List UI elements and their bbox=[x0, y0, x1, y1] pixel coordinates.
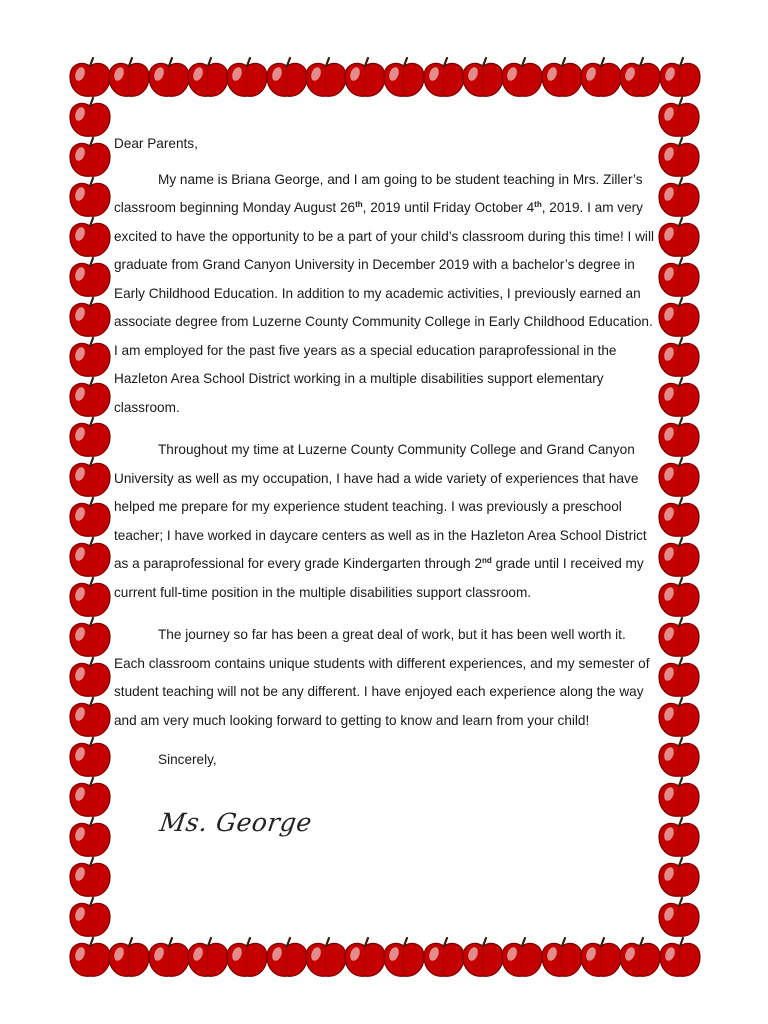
letter-body bbox=[114, 130, 659, 775]
apple-icon bbox=[67, 616, 113, 660]
ordinal-suffix: th bbox=[355, 200, 363, 209]
salutation: Dear Parents, bbox=[114, 136, 198, 151]
apple-icon bbox=[656, 736, 702, 780]
apple-icon bbox=[67, 736, 113, 780]
apple-icon bbox=[656, 656, 702, 700]
apple-icon bbox=[657, 56, 703, 100]
paragraph-3: The journey so far has been a great deal of work, but it has been well worth it. Each classroom contains unique students with different experiences, and my semester of student teaching will not be any different. I have enjoyed each experience along the way and am very much looking forward to getting to know and learn from your child! bbox=[114, 627, 650, 728]
apple-icon bbox=[657, 936, 703, 980]
apple-icon bbox=[656, 336, 702, 380]
apple-icon bbox=[656, 816, 702, 860]
apple-icon bbox=[67, 656, 113, 700]
apple-icon bbox=[656, 536, 702, 580]
paragraph-2-text-a: Throughout my time at Luzerne County Community College and Grand Canyon University as well as my occupation, I have had a wide variety of experiences that have helped me prepare for my experience student teaching. I was previously a preschool teacher; I have worked in daycare centers as well as in the Hazleton Area School District as a paraprofessional for every grade Kindergarten through 2 bbox=[114, 442, 647, 571]
apple-icon bbox=[656, 176, 702, 220]
apple-icon bbox=[656, 256, 702, 300]
apple-icon bbox=[67, 896, 113, 940]
apple-icon bbox=[67, 216, 113, 260]
ordinal-suffix: th bbox=[534, 200, 542, 209]
apple-icon bbox=[67, 496, 113, 540]
apple-icon bbox=[67, 296, 113, 340]
paragraph-2-text-b: grade until I received my current full-time position in the multiple disabilities support classroom. bbox=[114, 556, 644, 600]
apple-icon bbox=[656, 616, 702, 660]
paragraph-1-text-a: My name is Briana George, and I am going to be student teaching in Mrs. Ziller’s classroom beginning Monday August 26 bbox=[114, 171, 643, 215]
apple-icon bbox=[67, 456, 113, 500]
apple-icon bbox=[656, 856, 702, 900]
apple-icon bbox=[67, 576, 113, 620]
apple-icon bbox=[67, 136, 113, 180]
apple-icon bbox=[656, 136, 702, 180]
paragraph-1 bbox=[114, 166, 659, 423]
apple-icon bbox=[67, 176, 113, 220]
apple-icon bbox=[656, 576, 702, 620]
apple-icon bbox=[656, 896, 702, 940]
apple-icon bbox=[67, 696, 113, 740]
apple-icon bbox=[656, 776, 702, 820]
apple-icon bbox=[67, 416, 113, 460]
apple-icon bbox=[67, 776, 113, 820]
apple-icon bbox=[656, 216, 702, 260]
apple-icon bbox=[656, 96, 702, 140]
apple-icon bbox=[656, 456, 702, 500]
apple-icon bbox=[656, 376, 702, 420]
apple-icon bbox=[67, 816, 113, 860]
signature: Ms. George bbox=[157, 808, 314, 837]
paragraph-2 bbox=[114, 436, 659, 607]
closing: Sincerely, bbox=[158, 752, 217, 767]
apple-icon bbox=[67, 376, 113, 420]
paragraph-1-text-c: , 2019. I am very excited to have the opportunity to be a part of your child’s classroom during this time! I will graduate from Grand Canyon University in December 2019 with a bachelor’s degree in Early Childhood Education. In addition to my academic activities, I previously earned an associate degree from Luzerne County Community College in Early Childhood Education. I am employed for the past five years as a special education paraprofessional in the Hazleton Area School District working in a multiple disabilities support elementary classroom. bbox=[114, 200, 654, 415]
paragraph-1-text-b: , 2019 until Friday October 4 bbox=[362, 200, 535, 215]
apple-icon bbox=[67, 336, 113, 380]
apple-icon bbox=[67, 536, 113, 580]
apple-icon bbox=[67, 256, 113, 300]
ordinal-suffix: nd bbox=[482, 556, 492, 565]
apple-icon bbox=[656, 496, 702, 540]
apple-icon bbox=[67, 96, 113, 140]
apple-icon bbox=[67, 856, 113, 900]
apple-icon bbox=[656, 296, 702, 340]
apple-icon bbox=[656, 416, 702, 460]
apple-icon bbox=[656, 696, 702, 740]
